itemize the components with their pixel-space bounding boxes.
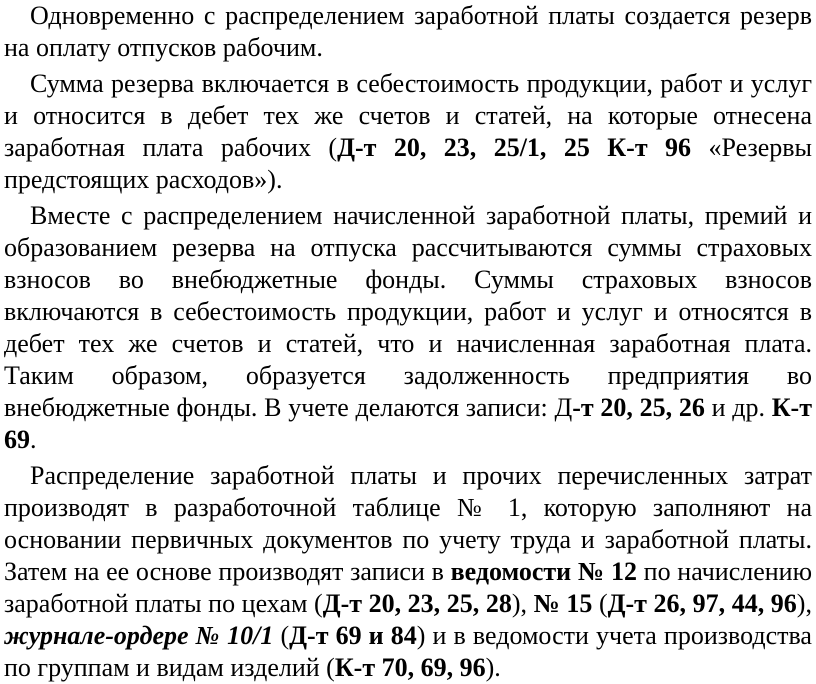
paragraph-3 [4,200,812,456]
account-entry-debit: -т 20, 25, 26 [572,393,705,422]
statement-reference-12: ведомости № 12 [450,557,637,586]
paragraph-4-text-7: ) и в ведомости учета производства по группам и видам изделий ( [4,621,812,682]
paragraph-4-text-4: ( [592,589,608,618]
paragraph-4-text-3: ), [511,589,534,618]
account-entry-production: К-т 70, 69, 96 [334,653,486,682]
paragraph-4 [4,460,812,684]
paragraph-1-text: Одновременно с распределением заработной платы создается резерв на оплату отпусков рабочим. [4,1,812,62]
paragraph-4-text-2: по начислению заработной платы по цехам ( [4,557,813,618]
paragraph-3-text-mid: и др. [704,393,772,422]
paragraph-3-text: Вместе с распределением начисленной заработной платы, премий и образованием резерва на отпуска рассчитываются суммы страховых взносов во внебюджетные фонды. Суммы страховых взносов включаются в себестоимость продукции, работ и услуг и относятся в дебет тех же счетов и статей, что и начисленная заработная плата. Таким образом, образуется задолженность предприятия во внебюджетные фонды. В учете делаются записи: Д [4,201,812,422]
account-entry-debit-credit: Д-т 20, 23, 25/1, 25 К-т 96 [337,133,692,162]
account-entry-journal: Д-т 69 и 84 [289,621,417,650]
paragraph-2-text: Сумма резерва включается в себестоимость продукции, работ и услуг и относится в дебет тех же счетов и статей, на которые отнесена заработная плата рабочих ( [4,69,812,162]
account-entry-statement-15: Д-т 26, 97, 44, 96 [607,589,797,618]
paragraph-4-text-6: ( [273,621,290,650]
paragraph-4-text-end: ). [485,653,501,682]
account-entry-workshops: Д-т 20, 23, 25, 28 [322,589,512,618]
paragraph-2-text-end: «Резервы предстоящих расходов»). [4,133,813,194]
journal-order-reference-text: журнале-ордере № 10/1 [4,621,274,650]
statement-reference-15: № 15 [533,589,593,618]
account-entry-credit: К-т 69 [4,393,812,454]
paragraph-2 [4,68,812,196]
paragraph-3-text-end: . [30,425,37,454]
paragraph-4-text: Распределение заработной платы и прочих перечисленных затрат производят в разработочной таблице № 1, которую заполняют на основании первичных документов по учету труда и заработной платы. Затем на ее основе производят записи в [4,461,812,586]
paragraph-4-text-5: ), [796,589,812,618]
paragraph-1 [4,0,812,64]
journal-order-reference [4,621,273,650]
